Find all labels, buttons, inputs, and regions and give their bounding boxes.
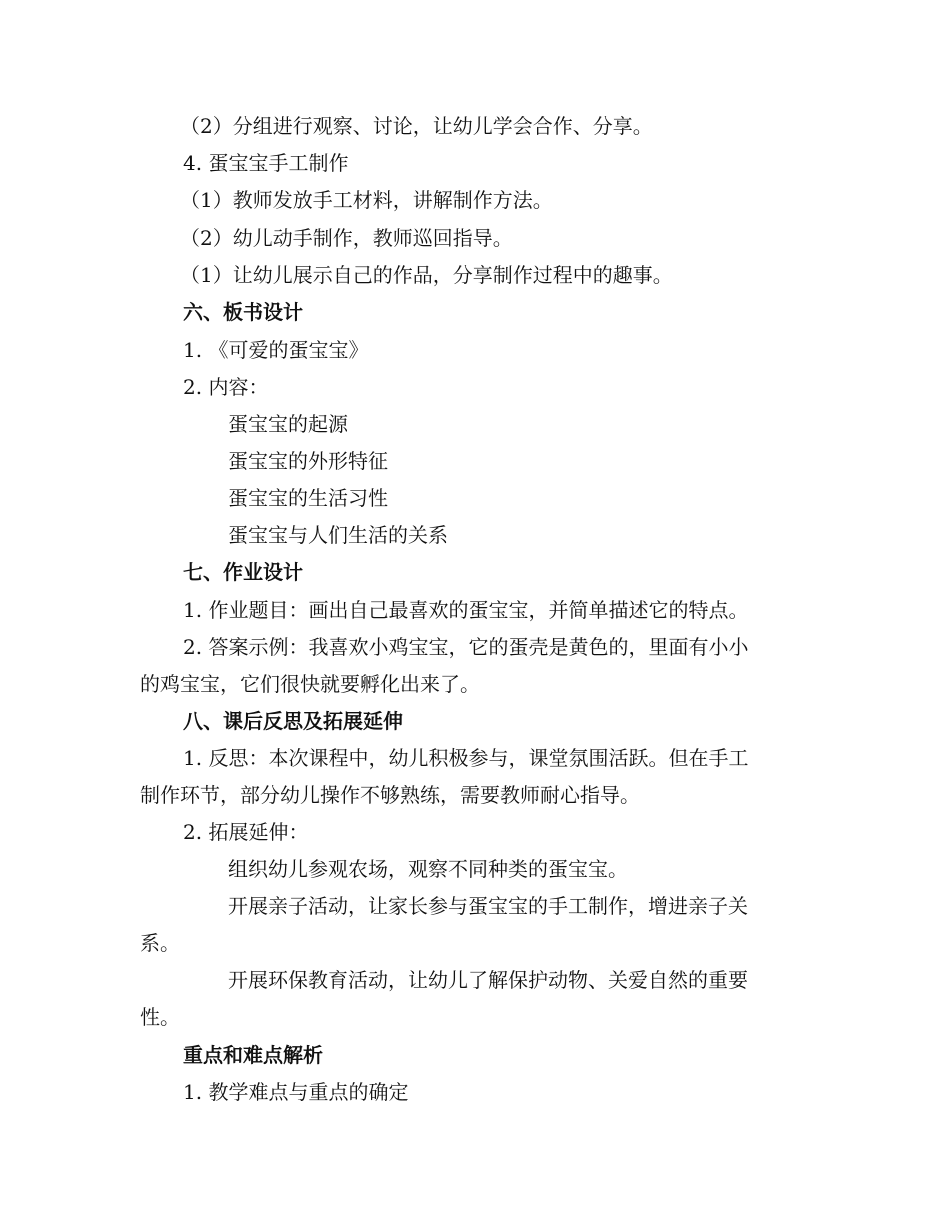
list-subitem: 蛋宝宝的生活习性 [228,486,388,510]
text-line: （2）分组进行观察、讨论，让幼儿学会合作、分享。 [180,114,653,138]
list-item: 1. 教学难点与重点的确定 [183,1080,409,1104]
list-item: 4. 蛋宝宝手工制作 [183,151,349,175]
list-item: 2. 拓展延伸： [183,820,309,844]
text-line: （2）幼儿动手制作，教师巡回指导。 [180,226,513,250]
list-item: 1. 作业题目：画出自己最喜欢的蛋宝宝，并简单描述它的特点。 [183,598,749,622]
text-line: （1）让幼儿展示自己的作品，分享制作过程中的趣事。 [180,263,673,287]
list-subitem: 组织幼儿参观农场，观察不同种类的蛋宝宝。 [228,857,628,881]
section-heading: 八、课后反思及拓展延伸 [183,709,403,733]
list-item: 2. 答案示例：我喜欢小鸡宝宝，它的蛋壳是黄色的，里面有小小 [183,635,749,659]
text-line: 性。 [140,1005,180,1029]
section-heading: 重点和难点解析 [183,1043,323,1067]
list-subitem: 蛋宝宝与人们生活的关系 [228,523,448,547]
list-subitem: 开展环保教育活动，让幼儿了解保护动物、关爱自然的重要 [228,968,748,992]
text-line: 系。 [140,931,180,955]
text-line: （1）教师发放手工材料，讲解制作方法。 [180,188,553,212]
list-subitem: 开展亲子活动，让家长参与蛋宝宝的手工制作，增进亲子关 [228,894,748,918]
list-subitem: 蛋宝宝的起源 [228,412,348,436]
section-heading: 六、板书设计 [183,300,303,324]
list-subitem: 蛋宝宝的外形特征 [228,449,388,473]
text-line: 制作环节，部分幼儿操作不够熟练，需要教师耐心指导。 [140,783,640,807]
list-item: 1. 《可爱的蛋宝宝》 [183,338,369,362]
text-line: 的鸡宝宝，它们很快就要孵化出来了。 [140,672,480,696]
list-item: 1. 反思：本次课程中，幼儿积极参与，课堂氛围活跃。但在手工 [183,746,749,770]
section-heading: 七、作业设计 [183,560,303,584]
list-item: 2. 内容： [183,375,269,399]
